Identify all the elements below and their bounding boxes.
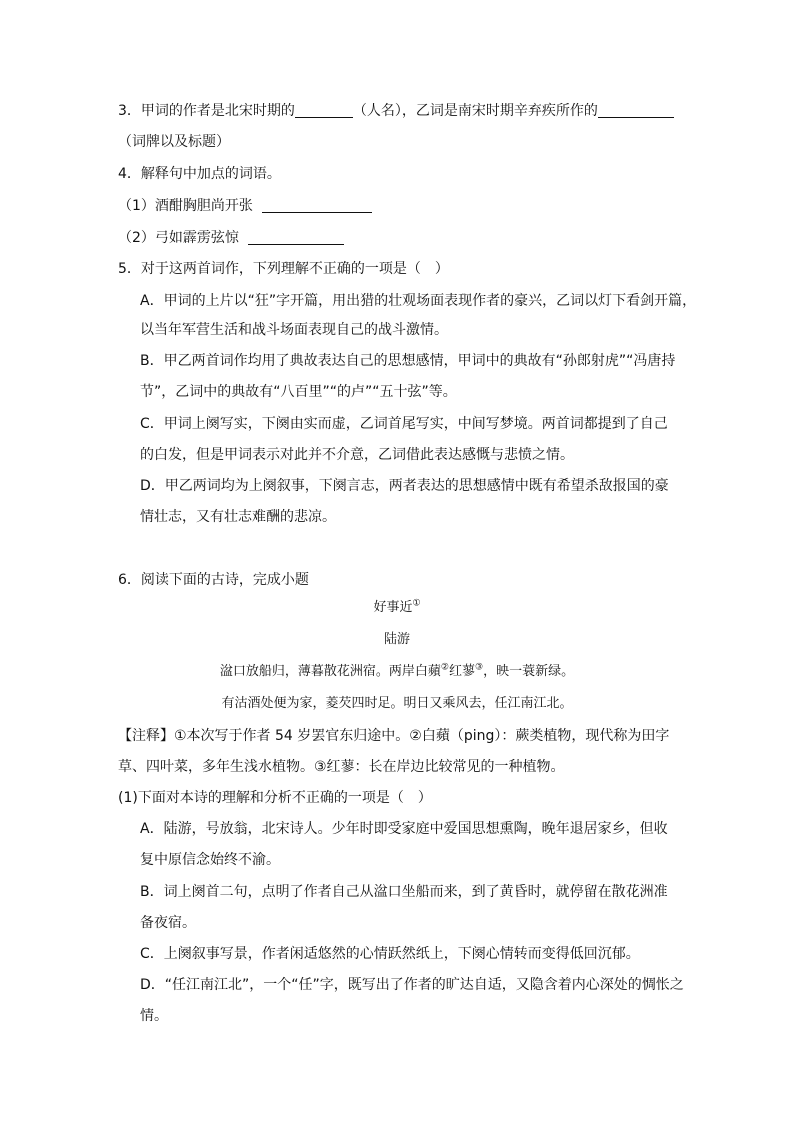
q6-option-a-line2: 复中原信念始终不渝。 [140,852,280,868]
q4-item1 [118,196,372,216]
q6-option-d-line2: 情。 [140,1008,168,1024]
q3-line1 [118,101,674,121]
q5-option-c-line2: 的白发，但是甲词表示对此并不介意，乙词借此表达感慨与悲愤之情。 [140,447,574,463]
q6-option-b-line2: 备夜宿。 [140,915,196,931]
poem-line2: 有沽酒处便为家，菱芡四时足。明日又乘风去，任江南江北。 [221,696,573,711]
q4-item2-text: （2）弓如霹雳弦惊 [118,230,239,246]
q3-title-blank[interactable] [598,103,674,118]
poem-author: 陆游 [383,632,410,647]
poem-title-text: 好事近 [373,600,413,615]
poem-title [0,598,794,618]
poem-line1-c: ，映一蓑新绿。 [483,664,575,679]
q4-item2-blank[interactable] [248,230,344,245]
q6-sub1-title: (1)下面对本诗的理解和分析不正确的一项是（ ） [118,790,432,806]
q3-author-blank[interactable] [295,103,353,118]
poem-line1-b: 红蓼 [448,664,475,679]
q4-item2 [118,228,344,248]
q6-option-d-line1: D．“任江南江北”，一个“任”字，既写出了作者的旷达自适，又隐含着内心深处的惆怅之 [140,977,684,993]
q3-line2: （词牌以及标题） [118,134,230,150]
poem-notes-line2: 草、四叶菜，多年生浅水植物。③红蓼：长在岸边比较常见的一种植物。 [118,759,565,775]
q5-option-c-line1: C．甲词上阕写实，下阕由实而虚，乙词首尾写实，中间写梦境。两首词都提到了自己 [140,416,668,432]
q6-title: 6．阅读下面的古诗，完成小题 [118,572,309,588]
q4-item1-text: （1）酒酣胸胆尚开张 [118,198,253,214]
q5-title: 5．对于这两首词作，下列理解不正确的一项是（ ） [118,261,449,277]
q3-text-part2: （人名），乙词是南宋时期辛弃疾所作的 [352,103,598,119]
poem-line1-a: 湓口放船归，薄暮散花洲宿。两岸白蘋 [219,664,441,679]
q3-text-part1: 3．甲词的作者是北宋时期的 [118,103,295,119]
q6-option-b-line1: B．词上阕首二句，点明了作者自己从湓口坐船而来，到了黄昏时，就停留在散花洲准 [140,884,668,900]
q4-item1-blank[interactable] [262,198,372,213]
q6-option-c-line1: C．上阕叙事写景，作者闲适悠然的心情跃然纸上，下阕心情转而变得低回沉郁。 [140,946,640,962]
q5-option-d-line2: 情壮志，又有壮志难酬的悲凉。 [140,509,336,525]
poem-note-mark-2: ② [440,662,449,673]
q5-option-a-line1: A．甲词的上片以“狂”字开篇，用出猎的壮观场面表现作者的豪兴，乙词以灯下看剑开篇， [140,293,697,309]
poem-note-mark-3: ③ [475,662,484,673]
poem-title-note-mark: ① [412,598,421,609]
q5-option-b-line2: 节”，乙词中的典故有“八百里”“的卢”“五十弦”等。 [140,384,457,400]
q5-option-b-line1: B．甲乙两首词作均用了典故表达自己的思想感情，甲词中的典故有“孙郎射虎”“冯唐持 [140,353,676,369]
q5-option-d-line1: D．甲乙两词均为上阕叙事，下阕言志，两者表达的思想感情中既有希望杀敌报国的豪 [140,478,669,494]
poem-line1 [0,662,794,682]
q4-title: 4．解释句中加点的词语。 [118,166,281,182]
q5-option-a-line2: 以当年军营生活和战斗场面表现自己的战斗激情。 [140,322,448,338]
poem-notes-line1: 【注释】①本次写于作者 54 岁罢官东归途中。②白蘋（ping）：蕨类植物，现代称为田字 [118,728,670,744]
q6-option-a-line1: A．陆游，号放翁，北宋诗人。少年时即受家庭中爱国思想熏陶，晚年退居家乡，但收 [140,821,668,837]
